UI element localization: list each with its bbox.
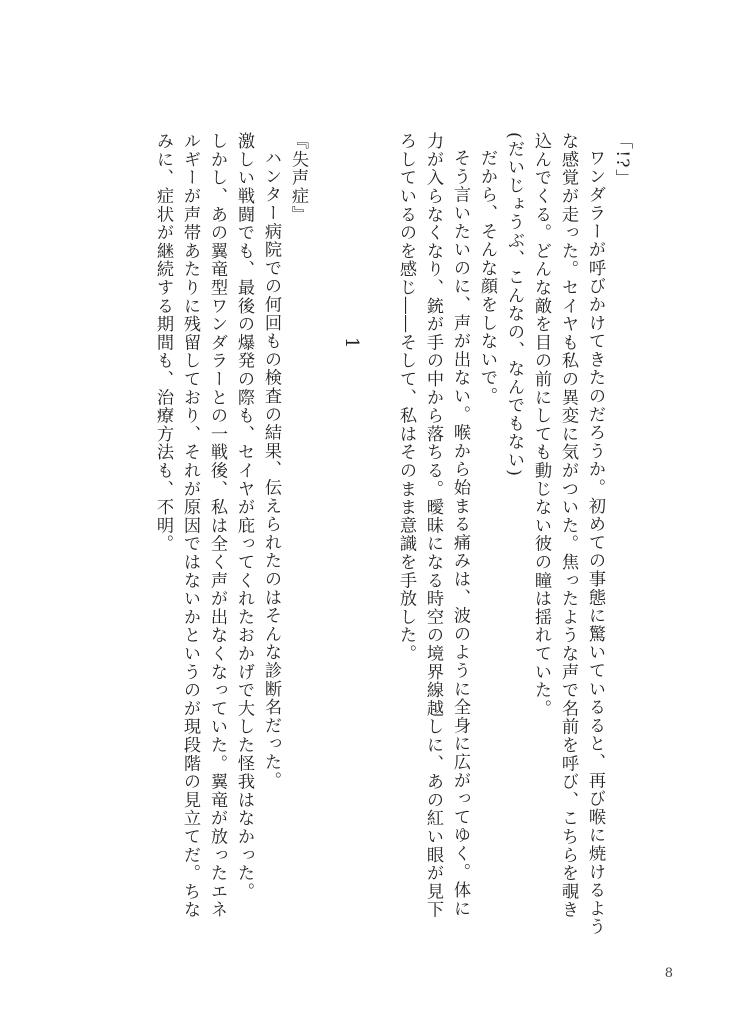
text-column: な感覚が走った。セイヤも私の異変に気がついた。焦ったような声で名前を呼び、こちらを覗き xyxy=(558,132,578,919)
text-column: 「!?」 xyxy=(612,132,632,187)
blank-column xyxy=(311,132,338,932)
text-column: ルギーが声帯あたりに残留しており、それが原因ではないかというのが現段階の見立てだ。ちな xyxy=(180,132,200,919)
text-column: ろしているのを感じ――そして、私はそのまま意識を手放した。 xyxy=(396,132,416,663)
vertical-text-body xyxy=(149,132,635,936)
text-column: だから、そんな顔をしないで。 xyxy=(477,149,497,406)
page-number: 8 xyxy=(664,966,673,981)
blank-column xyxy=(365,132,392,932)
text-column: 込んでくる。どんな敵を目の前にしても動じない彼の瞳は揺れていた。 xyxy=(531,132,551,718)
text-column: しかし、あの翼竜型ワンダラーとの一戦後、私は全く声が出なくなっていた。翼竜が放ったエネ xyxy=(207,132,227,919)
text-column: そう言いたいのに、声が出ない。喉から始まる痛みは、波のように全身に広がってゆく。体に xyxy=(450,149,470,918)
text-column: みに、症状が継続する期間も、治療方法も、不明。 xyxy=(153,132,173,553)
text-column: 力が入らなくなり、銃が手の中から落ちる。曖昧になる時空の境界線越しに、あの紅い眼が見下 xyxy=(423,132,443,919)
text-column: ワンダラーが呼びかけてきたのだろうか。初めての事態に驚いているると、再び喉に焼けるよう xyxy=(585,149,605,936)
text-column: 『失声症』 xyxy=(288,132,308,224)
text-column: ハンター病院での何回もの検査の結果、伝えられたのはそんな診断名だった。 xyxy=(261,149,281,790)
text-column: 激しい戦闘でも、最後の爆発の際も、セイヤが庇ってくれたおかげで大した怪我はなかった。 xyxy=(234,132,254,901)
text-column: (だいじょうぶ、こんなの、なんでもない) xyxy=(504,132,524,478)
chapter-number: 1 xyxy=(341,337,362,350)
